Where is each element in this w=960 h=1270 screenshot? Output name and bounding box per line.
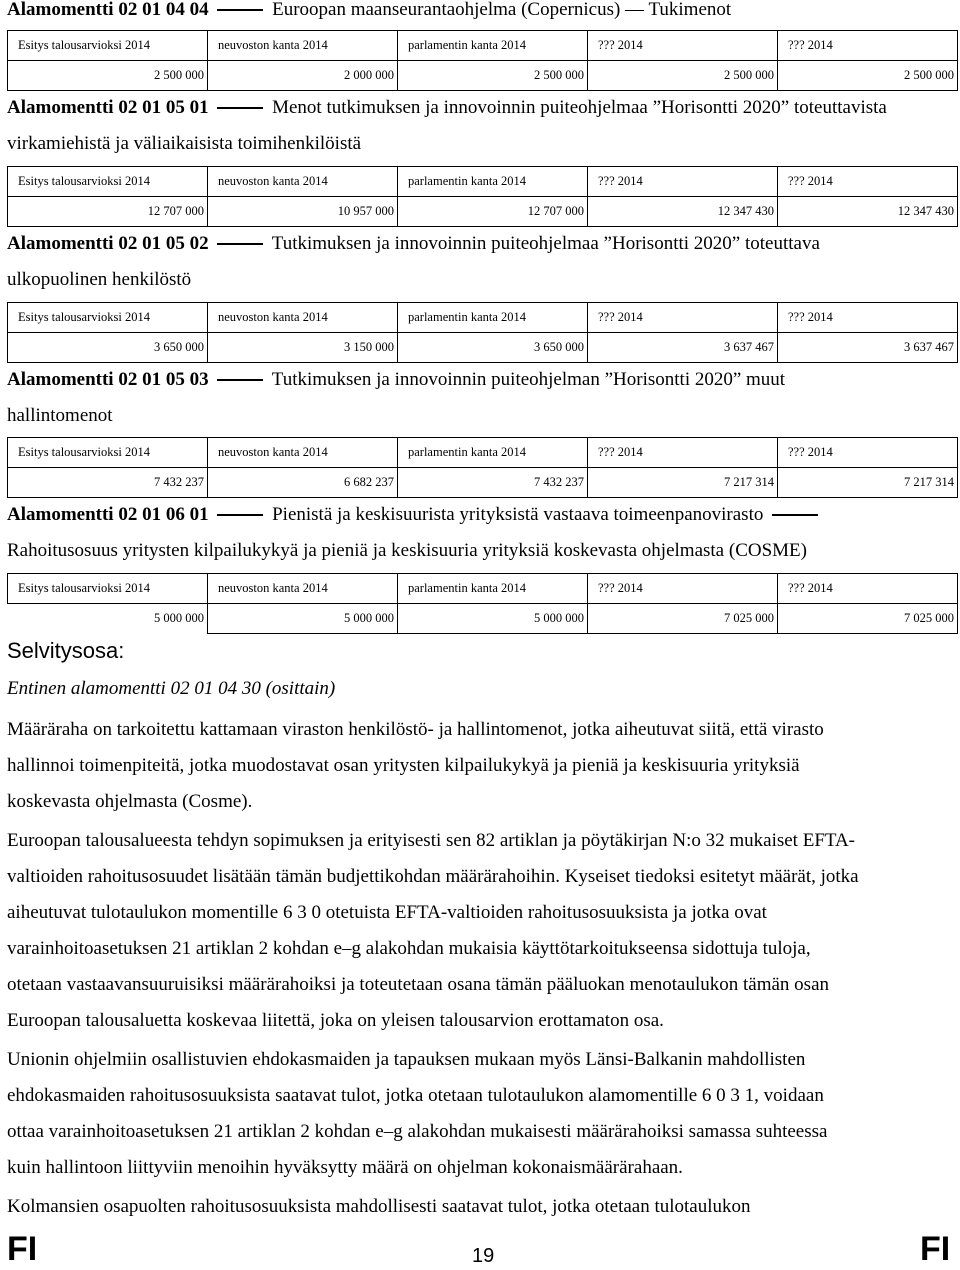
- budget-table-0404: [7, 30, 958, 91]
- col-header-unknown-1: ??? 2014: [588, 574, 778, 604]
- em-dash: [217, 9, 263, 11]
- value-cell: 12 347 430: [778, 197, 958, 227]
- em-dash: [772, 514, 818, 516]
- value-cell: 5 000 000: [208, 604, 398, 634]
- paragraph-line: Määräraha on tarkoitettu kattamaan viraston henkilöstö- ja hallintomenot, jotka aiheutuvat siitä, että virasto: [7, 719, 824, 740]
- col-header-parlamentti: parlamentin kanta 2014: [398, 167, 588, 197]
- paragraph-line: ehdokasmaiden rahoitusosuuksista saatavat tulot, jotka otetaan tulotaulukon alamomentille 6 0 3 1, voidaan: [7, 1085, 824, 1106]
- col-header-esitys: Esitys talousarvioksi 2014: [8, 303, 208, 333]
- col-header-parlamentti: parlamentin kanta 2014: [398, 574, 588, 604]
- col-header-unknown-2: ??? 2014: [778, 438, 958, 468]
- footer-page-number: 19: [472, 1245, 495, 1267]
- col-header-esitys: Esitys talousarvioksi 2014: [8, 438, 208, 468]
- item-title-line1: Menot tutkimuksen ja innovoinnin puiteohjelmaa ”Horisontti 2020” toteuttavista: [272, 97, 887, 118]
- paragraph-line: varainhoitoasetuksen 21 artiklan 2 kohdan e–g alakohdan mukaisia käyttötarkoitukseensa sidottuja tuloja,: [7, 938, 811, 959]
- value-cell: 6 682 237: [208, 468, 398, 498]
- item-code: Alamomentti 02 01 05 01: [7, 97, 209, 118]
- em-dash: [217, 107, 263, 109]
- col-header-esitys: Esitys talousarvioksi 2014: [8, 31, 208, 61]
- paragraph-3: [7, 1042, 957, 1186]
- col-header-unknown-2: ??? 2014: [778, 303, 958, 333]
- value-cell: 12 707 000: [398, 197, 588, 227]
- em-dash: [217, 243, 263, 245]
- item-title-line2: Rahoitusosuus yritysten kilpailukykyä ja pieniä ja keskisuuria yrityksiä koskevasta ohjelmasta (COSME): [7, 540, 807, 561]
- item-heading-0601: [7, 497, 957, 569]
- paragraph-line: kuin hallintoon liittyviin menoihin hyväksytty määrä on ohjelman kokonaismäärärahaan.: [7, 1157, 683, 1178]
- value-cell: 7 217 314: [778, 468, 958, 498]
- col-header-unknown-2: ??? 2014: [778, 31, 958, 61]
- col-header-unknown-1: ??? 2014: [588, 438, 778, 468]
- item-title-line1: Tutkimuksen ja innovoinnin puiteohjelman ”Horisontti 2020” muut: [271, 369, 786, 390]
- item-code: Alamomentti 02 01 05 03: [7, 369, 209, 390]
- budget-table-0503: [7, 437, 958, 498]
- paragraph-line: koskevasta ohjelmasta (Cosme).: [7, 791, 253, 812]
- col-header-neuvosto: neuvoston kanta 2014: [208, 167, 398, 197]
- paragraph-1: [7, 712, 957, 820]
- item-heading-0501: [7, 90, 957, 162]
- item-title-line1: Pienistä ja keskisuurista yrityksistä vastaava toimeenpanovirasto: [272, 504, 764, 525]
- budget-table-0501: [7, 166, 958, 227]
- paragraph-2: [7, 823, 957, 1039]
- em-dash: [217, 514, 263, 516]
- paragraph-line: otetaan vastaavansuuruisiksi määrärahoiksi ja toteutetaan osana tämän pääluokan menotaulukon tämän osan: [7, 974, 830, 995]
- value-cell: 7 025 000: [778, 604, 958, 634]
- paragraph-line: hallinnoi toimenpiteitä, jotka muodostavat osan yritysten kilpailukykyä ja pieniä ja keskisuuria yrityksiä: [7, 755, 800, 776]
- value-cell: 7 432 237: [398, 468, 588, 498]
- item-title-line2: hallintomenot: [7, 405, 113, 426]
- value-cell: 2 500 000: [588, 61, 778, 91]
- paragraph-line: Kolmansien osapuolten rahoitusosuuksista mahdollisesti saatavat tulot, jotka otetaan tulotaulukon: [7, 1196, 751, 1217]
- budget-table-0601: [7, 573, 958, 634]
- value-cell: 3 650 000: [8, 333, 208, 363]
- item-heading-0404: [7, 0, 957, 28]
- col-header-parlamentti: parlamentin kanta 2014: [398, 303, 588, 333]
- item-title-line1: Tutkimuksen ja innovoinnin puiteohjelmaa ”Horisontti 2020” toteuttava: [271, 233, 820, 254]
- value-cell: 2 500 000: [778, 61, 958, 91]
- col-header-esitys: Esitys talousarvioksi 2014: [8, 574, 208, 604]
- item-code: Alamomentti 02 01 05 02: [7, 233, 209, 254]
- col-header-parlamentti: parlamentin kanta 2014: [398, 438, 588, 468]
- value-cell: 2 500 000: [398, 61, 588, 91]
- value-cell: 5 000 000: [398, 604, 588, 634]
- item-heading-0503: [7, 362, 957, 434]
- value-cell: 2 500 000: [8, 61, 208, 91]
- item-title: Euroopan maanseurantaohjelma (Copernicus) — Tukimenot: [272, 0, 732, 20]
- value-cell: 5 000 000: [8, 604, 208, 634]
- col-header-unknown-1: ??? 2014: [588, 31, 778, 61]
- col-header-neuvosto: neuvoston kanta 2014: [208, 438, 398, 468]
- item-title-line2: virkamiehistä ja väliaikaisista toimihenkilöistä: [7, 133, 362, 154]
- value-cell: 3 150 000: [208, 333, 398, 363]
- paragraph-line: Unionin ohjelmiin osallistuvien ehdokasmaiden ja tapauksen mukaan myös Länsi-Balkanin mahdollisten: [7, 1049, 806, 1070]
- value-cell: 3 637 467: [588, 333, 778, 363]
- value-cell: 10 957 000: [208, 197, 398, 227]
- value-cell: 12 347 430: [588, 197, 778, 227]
- item-code: Alamomentti 02 01 04 04: [7, 0, 209, 20]
- paragraph-line: aiheutuvat tulotaulukon momentille 6 3 0 otetuista EFTA-valtioiden rahoitusosuuksista ja jotka ovat: [7, 902, 767, 923]
- item-code: Alamomentti 02 01 06 01: [7, 504, 209, 525]
- footer-language-right: FI: [920, 1230, 951, 1268]
- value-cell: 12 707 000: [8, 197, 208, 227]
- value-cell: 7 432 237: [8, 468, 208, 498]
- value-cell: 3 650 000: [398, 333, 588, 363]
- paragraph-line: Euroopan talousalueesta tehdyn sopimuksen ja erityisesti sen 82 artiklan ja pöytäkirjan N:o 32 mukaiset EFTA-: [7, 830, 856, 851]
- value-cell: 2 000 000: [208, 61, 398, 91]
- col-header-esitys: Esitys talousarvioksi 2014: [8, 167, 208, 197]
- value-cell: 3 637 467: [778, 333, 958, 363]
- budget-table-0502: [7, 302, 958, 363]
- em-dash: [217, 379, 263, 381]
- value-cell: 7 025 000: [588, 604, 778, 634]
- subheading-former-item: Entinen alamomentti 02 01 04 30 (osittain): [7, 678, 336, 699]
- value-cell: 7 217 314: [588, 468, 778, 498]
- col-header-unknown-2: ??? 2014: [778, 574, 958, 604]
- item-title-line2: ulkopuolinen henkilöstö: [7, 269, 192, 290]
- item-heading-0502: [7, 226, 957, 298]
- paragraph-4: [7, 1189, 957, 1225]
- paragraph-line: ottaa varainhoitoasetuksen 21 artiklan 2 kohdan e–g alakohdan mukaisesti määrärahoiksi samassa suhteessa: [7, 1121, 828, 1142]
- footer-language-left: FI: [7, 1230, 38, 1268]
- section-heading-selvitysosa: Selvitysosa:: [7, 638, 125, 663]
- col-header-neuvosto: neuvoston kanta 2014: [208, 574, 398, 604]
- paragraph-line: Euroopan talousaluetta koskevaa liitettä, joka on yleisen talousarvion erottamaton osa.: [7, 1010, 664, 1031]
- paragraph-line: valtioiden rahoitusosuudet lisätään tämän budjettikohdan määrärahoihin. Kyseiset tiedoksi esitetyt määrät, jotka: [7, 866, 859, 887]
- col-header-unknown-1: ??? 2014: [588, 303, 778, 333]
- col-header-parlamentti: parlamentin kanta 2014: [398, 31, 588, 61]
- col-header-unknown-1: ??? 2014: [588, 167, 778, 197]
- col-header-neuvosto: neuvoston kanta 2014: [208, 31, 398, 61]
- col-header-unknown-2: ??? 2014: [778, 167, 958, 197]
- col-header-neuvosto: neuvoston kanta 2014: [208, 303, 398, 333]
